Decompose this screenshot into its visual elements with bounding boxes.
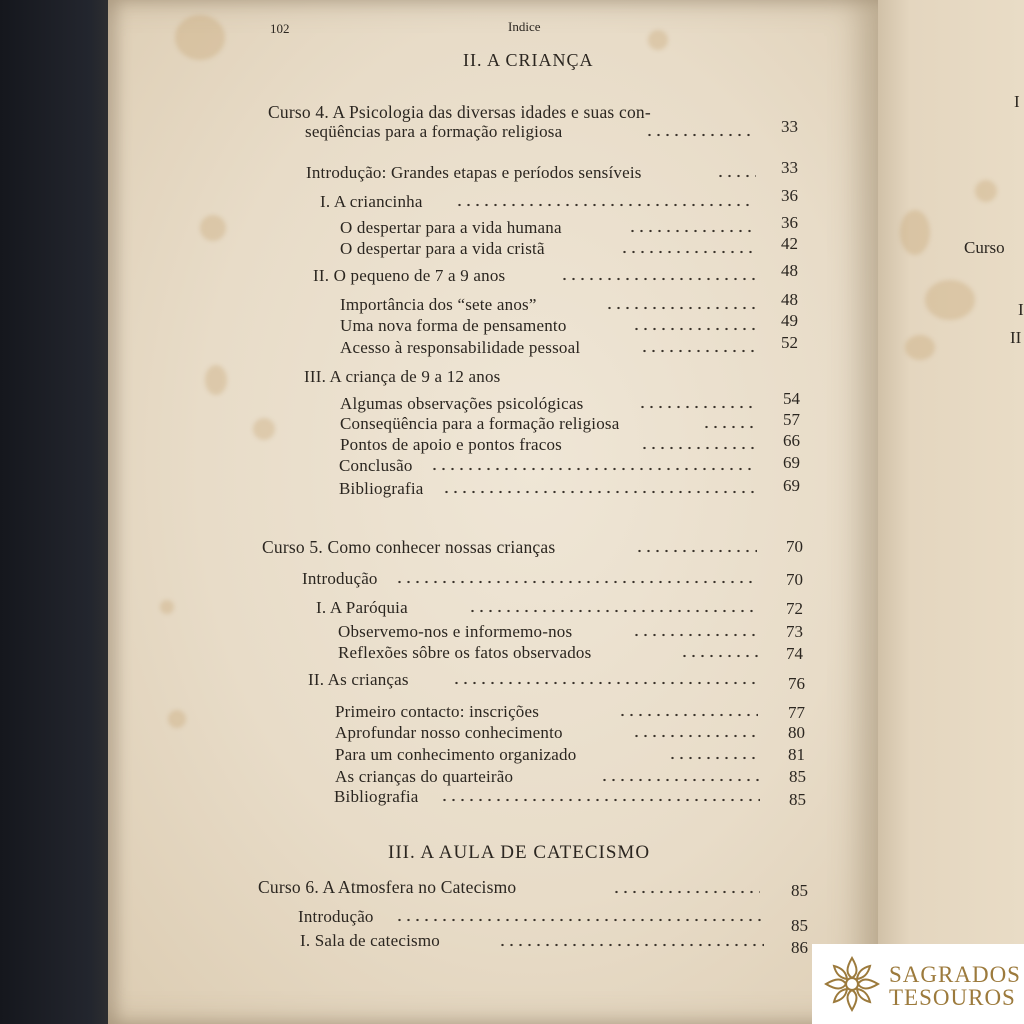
watermark-line1: SAGRADOS: [889, 962, 1021, 987]
right-page-fragment: I: [1014, 92, 1020, 111]
dot-leader: [498, 943, 764, 947]
toc-entry-text: seqüências para a formação religiosa: [305, 122, 563, 141]
page-ref: 70: [786, 537, 803, 556]
toc-entry-text: Curso 6. A Atmosfera no Catecismo: [258, 877, 517, 897]
toc-entry-text: Bibliografia: [334, 787, 419, 806]
toc-entry-text: Aprofundar nosso conhecimento: [335, 723, 563, 742]
dot-leader: [618, 713, 758, 717]
page-ref: 48: [781, 290, 798, 309]
watermark-line2: TESOUROS: [889, 985, 1016, 1010]
page-ref: 81: [788, 745, 805, 764]
dot-leader: [635, 549, 757, 553]
page-ref: 85: [789, 790, 806, 809]
section-heading: III. A AULA DE CATECISMO: [388, 842, 651, 863]
dot-leader: [632, 734, 758, 738]
toc-entry-text: II. As crianças: [308, 670, 409, 689]
toc-entry-text: III. A criança de 9 a 12 anos: [304, 367, 501, 386]
section-heading: II. A CRIANÇA: [463, 50, 594, 70]
running-title: Indice: [508, 19, 541, 34]
page-ref: 54: [783, 389, 800, 408]
dot-leader: [560, 277, 755, 281]
page-ref: 66: [783, 431, 800, 450]
dot-leader: [430, 467, 757, 471]
toc-entry-text: Bibliografia: [339, 479, 424, 498]
dot-leader: [638, 405, 755, 409]
page-number: 102: [270, 21, 290, 36]
toc-entry-text: Conseqüência para a formação religiosa: [340, 414, 620, 433]
dot-leader: [640, 446, 757, 450]
toc-entry-text: Algumas observações psicológicas: [340, 394, 584, 413]
page-ref: 85: [791, 881, 808, 900]
page-ref: 42: [781, 234, 798, 253]
toc-entry-text: Importância dos “sete anos”: [340, 295, 537, 314]
toc-entry-text: Curso 4. A Psicologia das diversas idades e suas con-: [268, 102, 651, 122]
dot-leader: [645, 133, 750, 137]
dot-leader: [452, 681, 758, 685]
right-page-fragment: I: [1018, 300, 1024, 319]
dot-leader: [640, 349, 755, 353]
toc-entry-text: I. Sala de catecismo: [300, 931, 440, 950]
toc-entry-text: Pontos de apoio e pontos fracos: [340, 435, 562, 454]
page-ref: 86: [791, 938, 808, 957]
toc-entry-text: II. O pequeno de 7 a 9 anos: [313, 266, 506, 285]
right-page-fragment: II: [1010, 328, 1022, 347]
dot-leader: [702, 425, 757, 429]
page-ref: 57: [783, 410, 800, 429]
dot-leader: [620, 250, 755, 254]
dot-leader: [716, 174, 756, 178]
toc-entry-text: Observemo-nos e informemo-nos: [338, 622, 573, 641]
dot-leader: [395, 918, 762, 922]
dot-leader: [605, 306, 755, 310]
toc-entry-text: Curso 5. Como conhecer nossas crianças: [262, 537, 556, 557]
toc-entry-text: O despertar para a vida humana: [340, 218, 562, 237]
right-page-fragment: Curso: [964, 238, 1005, 257]
page-ref: 33: [781, 158, 798, 177]
page-ref: 48: [781, 261, 798, 280]
toc-entry-text: Para um conhecimento organizado: [335, 745, 577, 764]
dot-leader: [395, 580, 757, 584]
page-ref: 36: [781, 213, 798, 232]
page-ref: 80: [788, 723, 805, 742]
dot-leader: [632, 633, 758, 637]
page-ref: 70: [786, 570, 803, 589]
page-ref: 74: [786, 644, 803, 663]
dot-leader: [442, 490, 757, 494]
toc-entry-text: As crianças do quarteirão: [335, 767, 514, 786]
toc-entry-text: I. A Paróquia: [316, 598, 408, 617]
toc-entry-text: Introdução: [302, 569, 378, 588]
toc-entry-text: Introdução: [298, 907, 374, 926]
ornament-icon: [822, 954, 882, 1014]
page-ref: 72: [786, 599, 803, 618]
dot-leader: [668, 756, 758, 760]
watermark-logo: [812, 944, 1024, 1024]
page-ref: 69: [783, 453, 800, 472]
page-ref: 77: [788, 703, 805, 722]
toc-entry-text: Acesso à responsabilidade pessoal: [340, 338, 581, 357]
page-ref: 85: [791, 916, 808, 935]
toc-entry-text: Primeiro contacto: inscrições: [335, 702, 540, 721]
page-ref: 73: [786, 622, 803, 641]
dot-leader: [468, 609, 758, 613]
dot-leader: [632, 327, 755, 331]
dot-leader: [600, 778, 760, 782]
dot-leader: [628, 229, 755, 233]
toc-entry-text: Uma nova forma de pensamento: [340, 316, 567, 335]
page-ref: 52: [781, 333, 798, 352]
page-ref: 49: [781, 311, 798, 330]
page-ref: 33: [781, 117, 798, 136]
toc-entry-text: Conclusão: [339, 456, 413, 475]
dot-leader: [680, 654, 758, 658]
dot-leader: [455, 203, 755, 207]
toc-entry-text: I. A criancinha: [320, 192, 423, 211]
page-ref: 85: [789, 767, 806, 786]
toc-entry-text: O despertar para a vida cristã: [340, 239, 545, 258]
page-ref: 76: [788, 674, 805, 693]
page-ref: 36: [781, 186, 798, 205]
page-ref: 69: [783, 476, 800, 495]
toc-entry-text: Reflexões sôbre os fatos observados: [338, 643, 592, 662]
dot-leader: [440, 798, 760, 802]
dot-leader: [612, 890, 760, 894]
toc-entry-text: Introdução: Grandes etapas e períodos sensíveis: [306, 163, 642, 182]
